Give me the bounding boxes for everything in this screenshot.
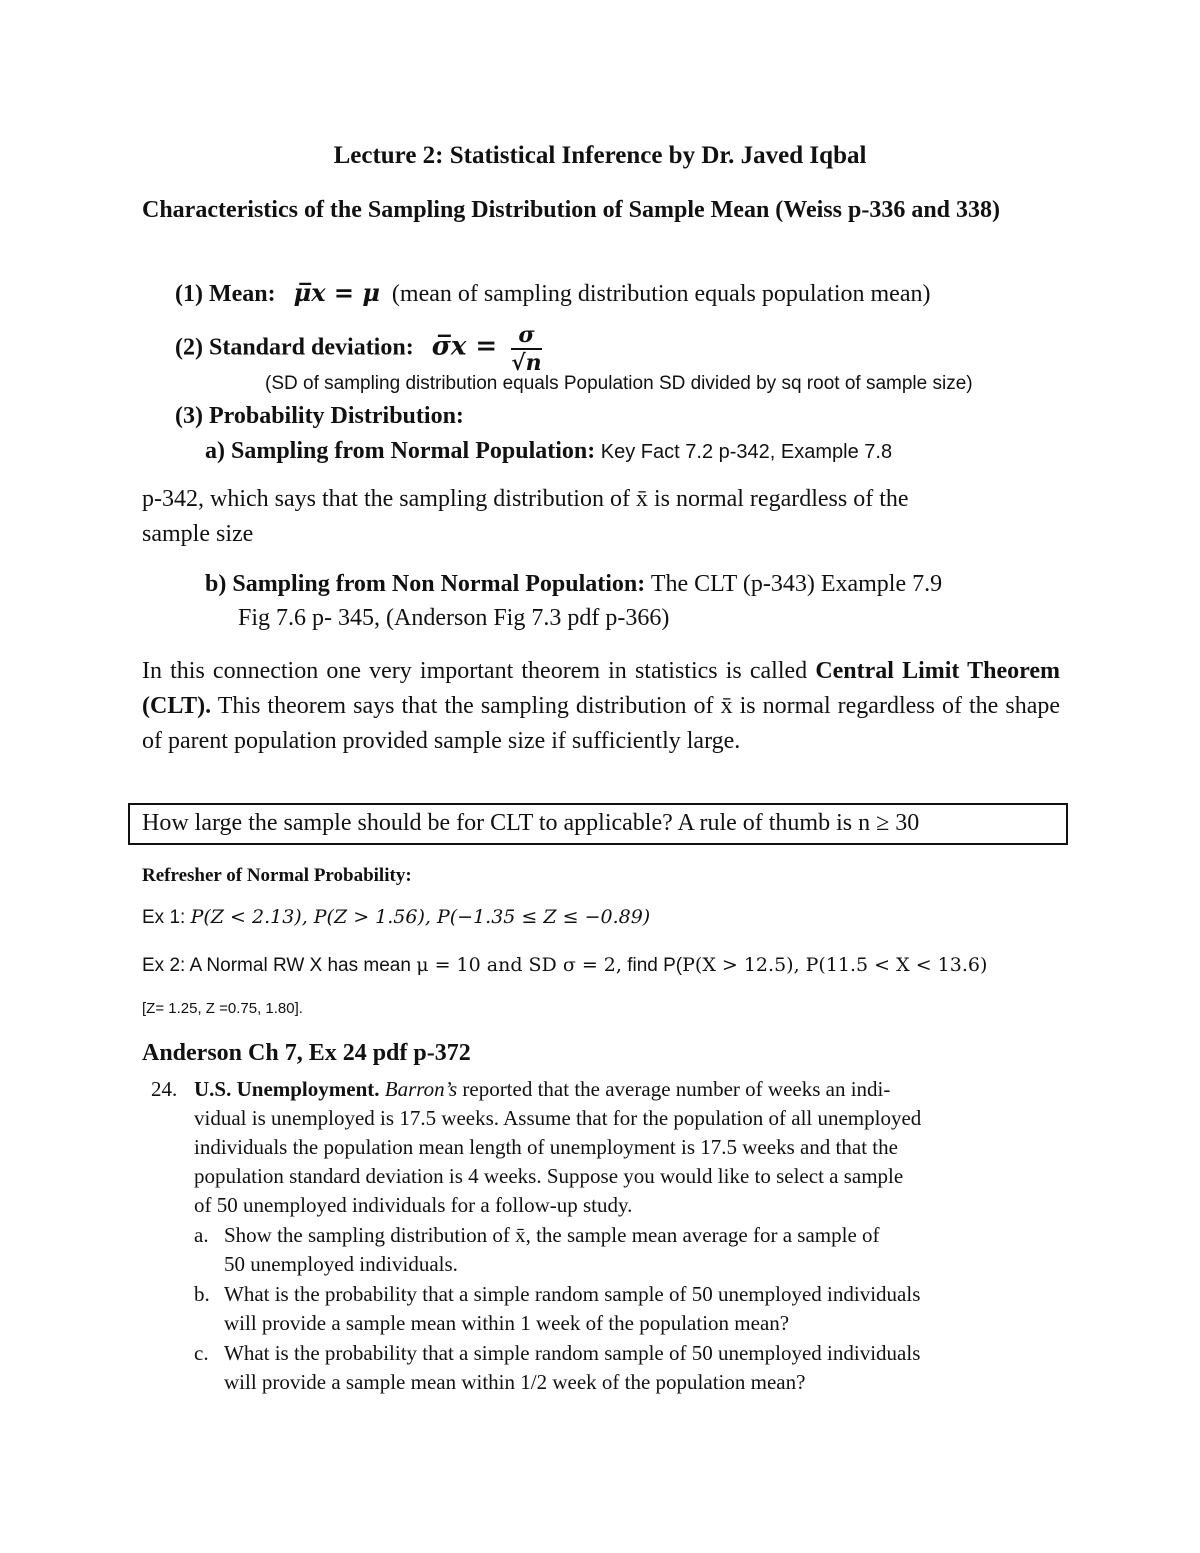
sd-fraction: [511, 322, 541, 376]
clt-paragraph: [142, 654, 1060, 759]
example-2: [142, 954, 987, 977]
part-a-text: Show the sampling distribution of x̄, the sample mean average for a sample of: [224, 1223, 880, 1247]
exercise-line-2: vidual is unemployed is 17.5 weeks. Assume that for the population of all unemployed: [194, 1106, 922, 1130]
part-c-text: What is the probability that a simple random sample of 50 unemployed individuals: [224, 1341, 921, 1365]
normal-population-row: [205, 438, 892, 465]
example-1-math: P(Z < 2.13), P(Z > 1.56), P(−1.35 ≤ Z ≤ −0.89): [190, 906, 651, 928]
example-2-mid: find P(: [621, 955, 683, 976]
clt-rule-text: How large the sample should be for CLT to applicable? A rule of thumb is n ≥ 30: [142, 810, 920, 836]
exercise-source: Barron’s: [384, 1077, 458, 1101]
probability-heading: (3) Probability Distribution:: [175, 403, 464, 429]
normal-population-ref: Key Fact 7.2 p-342, Example 7.8: [595, 441, 893, 463]
example-2-math-1: μ = 10 and SD σ = 2,: [416, 954, 622, 976]
sd-row: [175, 322, 542, 376]
exercise-part-a: [194, 1223, 880, 1248]
exercise-part-a-cont: 50 unemployed individuals.: [224, 1252, 458, 1276]
exercise-part-c: [194, 1341, 920, 1366]
mean-label: (1) Mean:: [175, 281, 276, 307]
exercise-line-5: of 50 unemployed individuals for a follow-up study.: [194, 1193, 633, 1217]
mean-row: [175, 278, 930, 308]
part-b-label: b.: [194, 1282, 210, 1306]
example-1-label: Ex 1:: [142, 907, 191, 928]
sd-formula-lhs: σ̅x =: [431, 331, 498, 362]
non-normal-population-continuation: Fig 7.6 p- 345, (Anderson Fig 7.3 pdf p-366): [238, 605, 670, 631]
mean-description: (mean of sampling distribution equals population mean): [391, 281, 931, 307]
answers: [Z= 1.25, Z =0.75, 1.80].: [142, 1000, 303, 1017]
sd-fraction-denominator: √n: [511, 350, 542, 376]
page-title: Lecture 2: Statistical Inference by Dr. Javed Iqbal: [333, 142, 867, 169]
normal-population-label: a) Sampling from Normal Population:: [205, 438, 596, 464]
non-normal-population-ref: The CLT (p-343) Example 7.9: [645, 571, 943, 597]
anderson-heading: Anderson Ch 7, Ex 24 pdf p-372: [142, 1040, 471, 1066]
part-a-label: a.: [194, 1223, 209, 1247]
clt-name: Central Limit Theorem (CLT).: [142, 658, 1060, 719]
section-heading: Characteristics of the Sampling Distribution of Sample Mean (Weiss p-336 and 338): [142, 197, 1000, 223]
normal-population-continuation: p-342, which says that the sampling distribution of x̄ is normal regardless of the: [142, 486, 909, 512]
exercise-part-b: [194, 1282, 920, 1307]
example-2-label: Ex 2: A Normal RW X has mean: [142, 955, 417, 976]
exercise-number: 24.: [151, 1077, 178, 1101]
exercise-line-1: [194, 1077, 890, 1102]
part-c-label: c.: [194, 1341, 209, 1365]
sd-fraction-numerator: σ: [511, 322, 541, 350]
clt-text-1: In this connection one very important theorem in statistics is called: [142, 658, 816, 684]
example-1: [142, 906, 650, 929]
example-2-math-2: P(X > 12.5), P(11.5 < X < 13.6): [682, 954, 988, 976]
sd-label: (2) Standard deviation:: [175, 334, 414, 361]
normal-population-continuation-2: sample size: [142, 521, 254, 547]
non-normal-population-row: [205, 571, 942, 598]
refresher-heading: Refresher of Normal Probability:: [142, 865, 412, 886]
sd-note: (SD of sampling distribution equals Population SD divided by sq root of sample size): [265, 373, 973, 394]
exercise-text-1: reported that the average number of weeks an indi-: [457, 1077, 891, 1101]
exercise-part-c-cont: will provide a sample mean within 1/2 week of the population mean?: [224, 1370, 806, 1394]
exercise-line-3: individuals the population mean length of unemployment is 17.5 weeks and that the: [194, 1135, 898, 1159]
non-normal-population-label: b) Sampling from Non Normal Population:: [205, 571, 646, 597]
exercise-part-b-cont: will provide a sample mean within 1 week of the population mean?: [224, 1311, 790, 1335]
exercise-title: U.S. Unemployment.: [194, 1077, 380, 1101]
exercise-line-4: population standard deviation is 4 weeks. Suppose you would like to select a sample: [194, 1164, 904, 1188]
part-b-text: What is the probability that a simple random sample of 50 unemployed individuals: [224, 1282, 921, 1306]
mean-formula: μ̅x = μ: [293, 278, 380, 307]
clt-text-2: This theorem says that the sampling distribution of x̄ is normal regardless of the shape of parent population provided sample size if sufficiently large.: [142, 693, 1060, 754]
